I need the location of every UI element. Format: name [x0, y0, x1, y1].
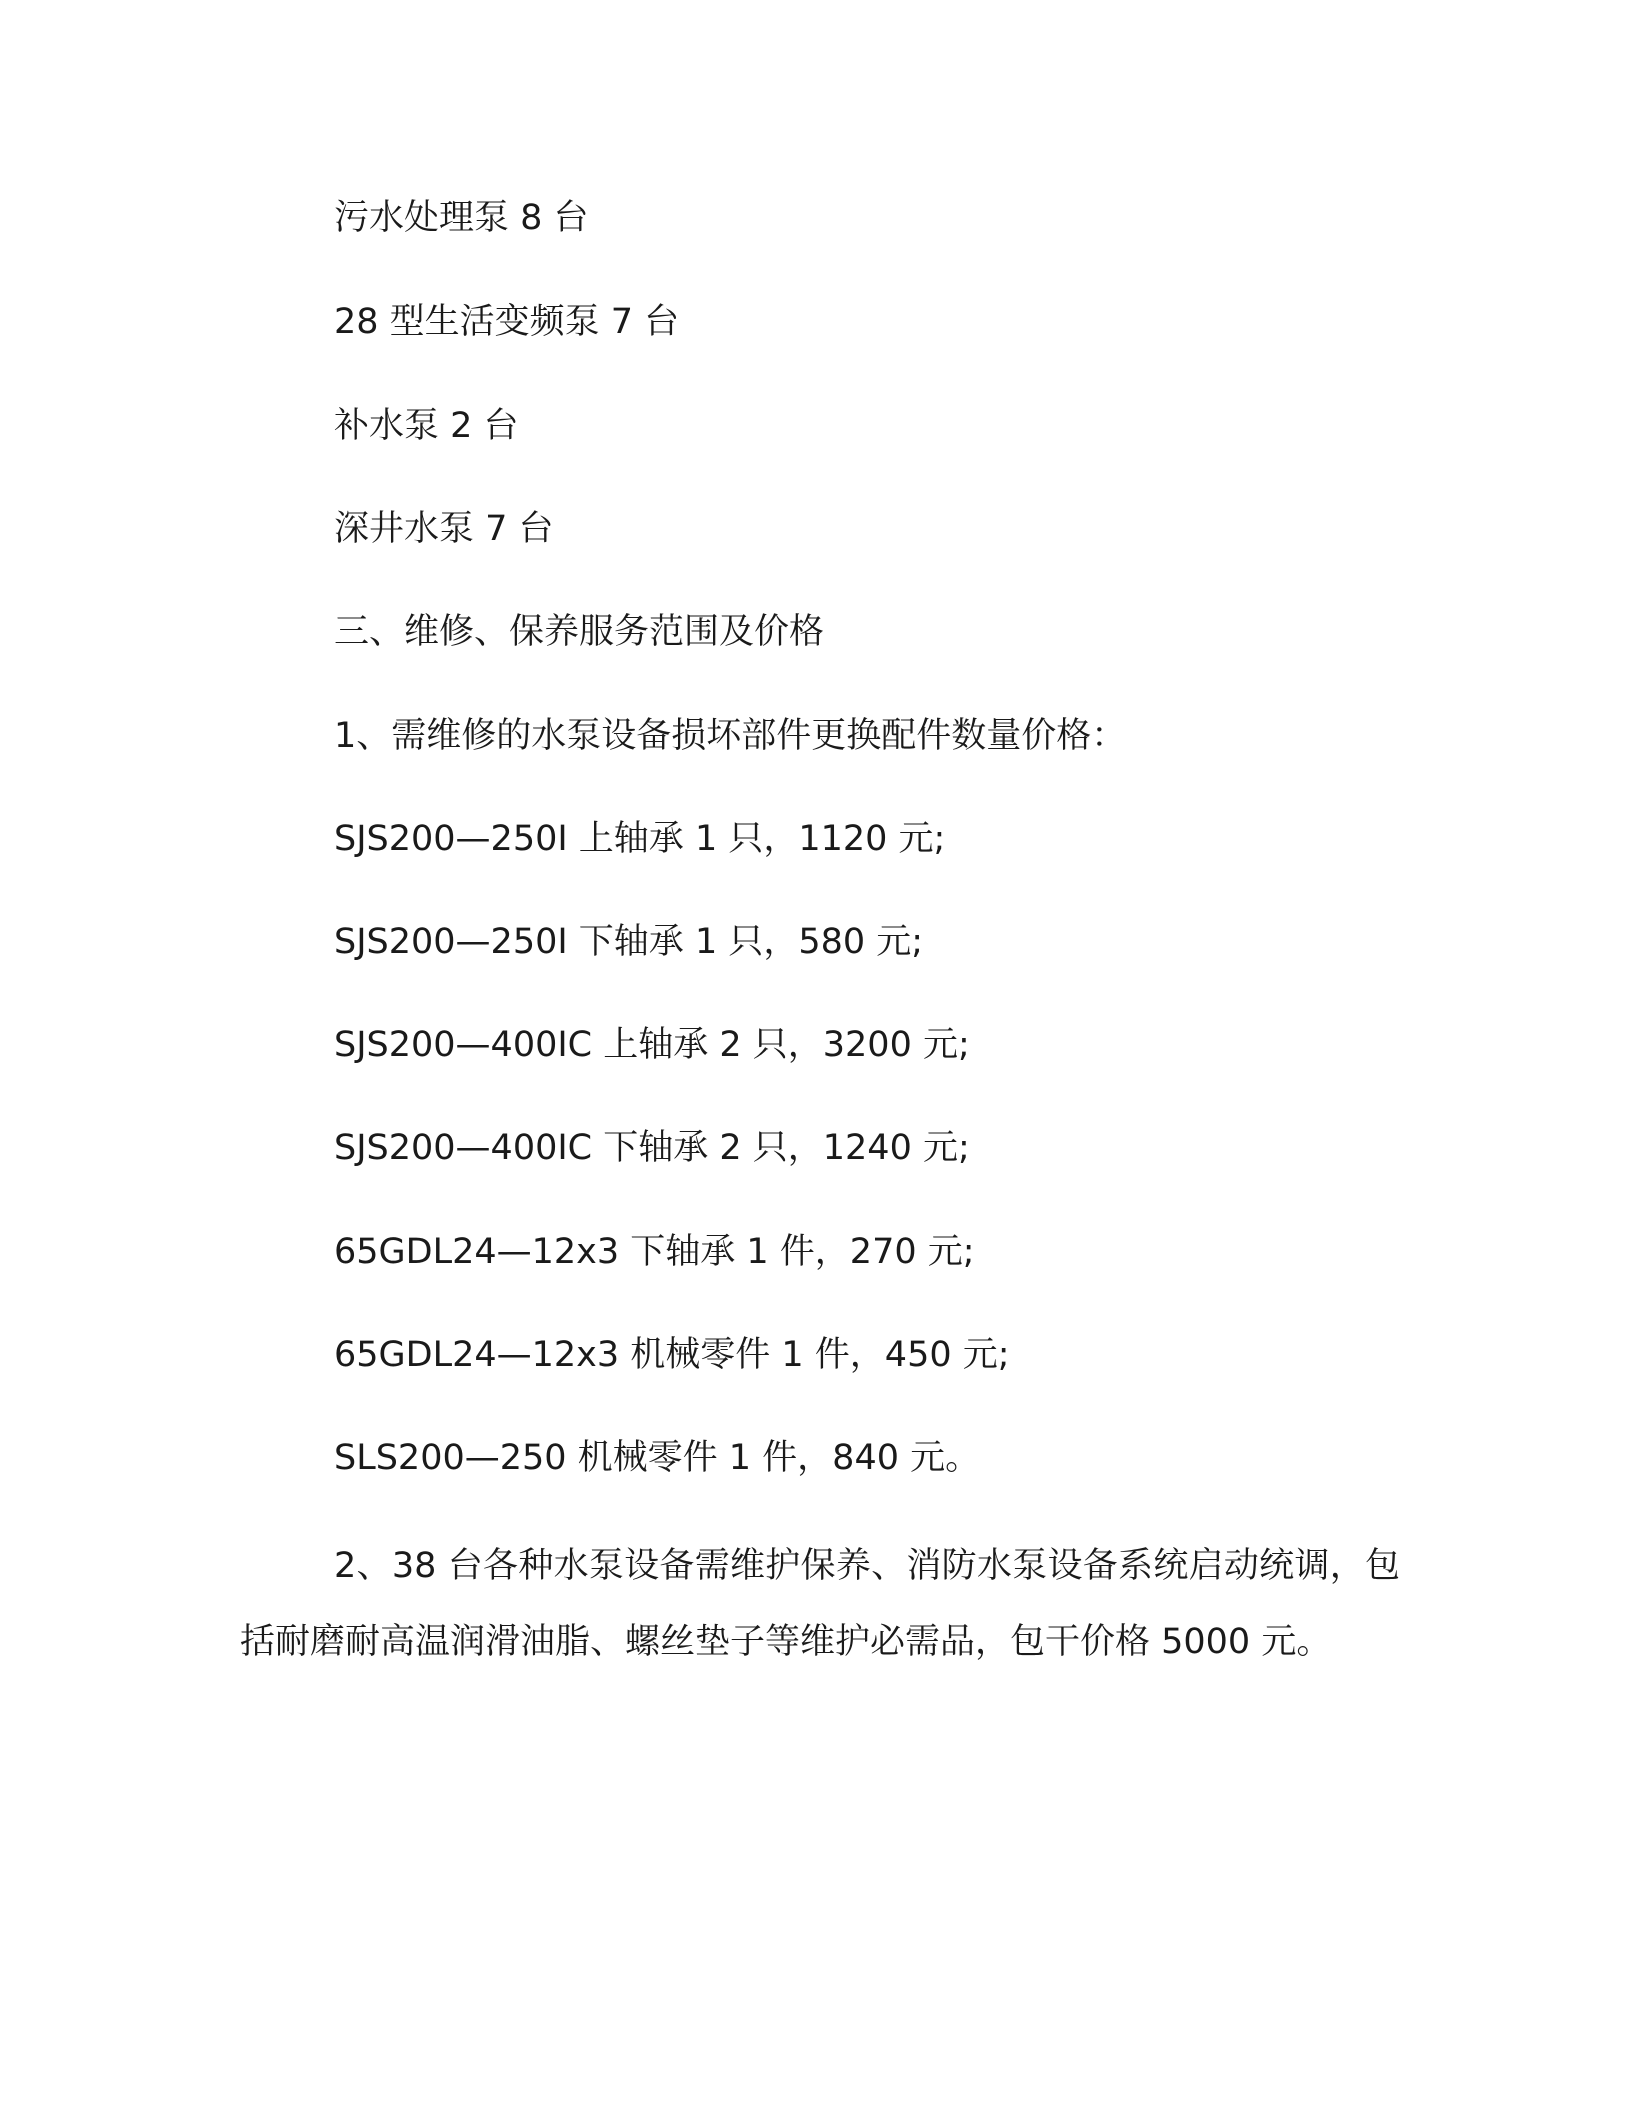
pump-line-sewage: 污水处理泵 8 台 [334, 198, 589, 238]
part-line-2: SJS200—250I 下轴承 1 只，580 元; [334, 922, 924, 962]
part-line-5: 65GDL24—12x3 下轴承 1 件，270 元; [334, 1232, 975, 1272]
pump-line-deep-well: 深井水泵 7 台 [334, 509, 554, 549]
part-line-7: SLS200—250 机械零件 1 件，840 元。 [334, 1438, 981, 1478]
part-line-4: SJS200—400IC 下轴承 2 只，1240 元; [334, 1128, 970, 1168]
item2-paragraph: 2、38 台各种水泵设备需维护保养、消防水泵设备系统启动统调，包括耐磨耐高温润滑油脂、螺丝垫子等维护必需品，包干价格 5000 元。 [240, 1546, 1400, 1662]
part-line-6: 65GDL24—12x3 机械零件 1 件，450 元; [334, 1335, 1010, 1375]
section-heading: 三、维修、保养服务范围及价格 [334, 612, 825, 652]
part-line-1: SJS200—250I 上轴承 1 只，1120 元; [334, 819, 946, 859]
pump-line-domestic-vfd: 28 型生活变频泵 7 台 [334, 302, 680, 342]
part-line-3: SJS200—400IC 上轴承 2 只，3200 元; [334, 1025, 970, 1065]
pump-line-makeup: 补水泵 2 台 [334, 406, 519, 446]
item1-heading: 1、需维修的水泵设备损坏部件更换配件数量价格： [334, 716, 1127, 756]
